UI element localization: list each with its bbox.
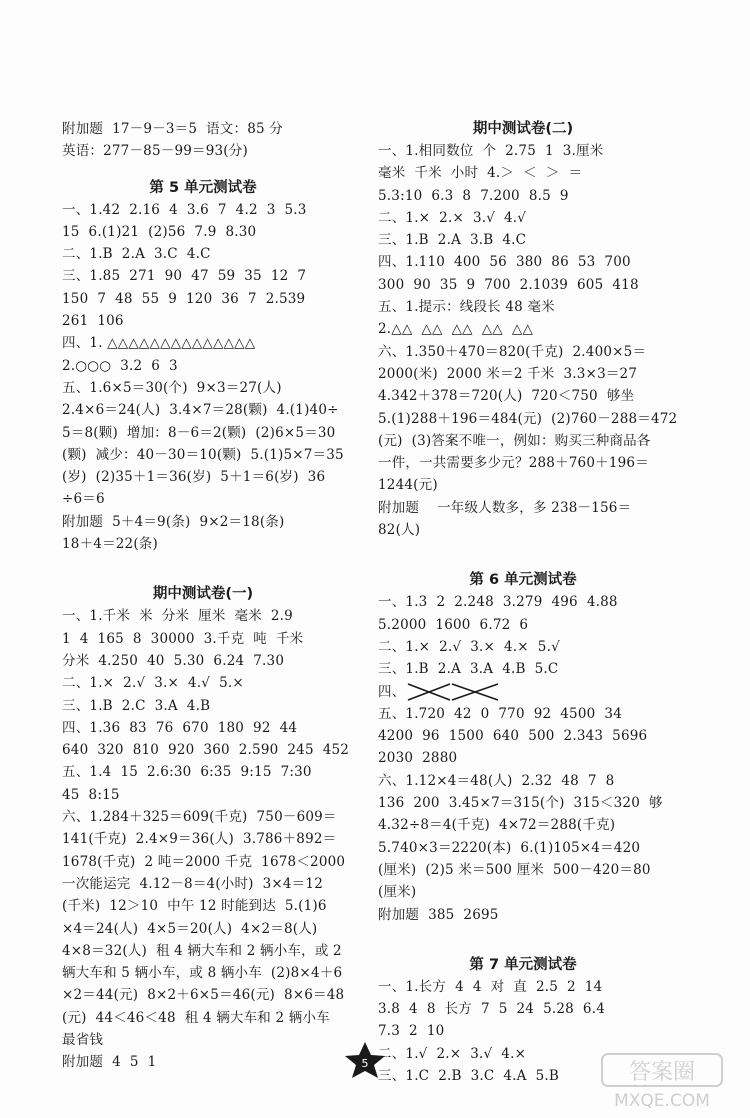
- answer-line: 六、1.284＋325＝609(千克) 750－609＝: [62, 809, 337, 826]
- section-heading: 第 5 单元测试卷: [149, 179, 257, 196]
- answer-line: (元) (3)答案不唯一，例如：购买三种商品各: [378, 432, 651, 449]
- answer-line: 5.3:10 6.3 8 7.200 8.5 9: [378, 187, 569, 204]
- answer-line: 五、1.6×5＝30(个) 9×3＝27(人): [62, 379, 282, 396]
- answer-line: 2.4×6＝24(人) 3.4×7＝28(颗) 4.(1)40÷: [62, 402, 339, 419]
- answer-line: 150 7 48 55 9 120 36 7 2.539: [62, 290, 306, 307]
- answer-line: 二、1.× 2.√ 3.× 4.× 5.√: [378, 638, 560, 655]
- answer-line: 261 106: [62, 313, 124, 330]
- answer-line: 五、1.720 42 0 770 92 4500 34: [378, 705, 622, 722]
- answer-line: 5.(1)288＋196＝484(元) (2)760－288＝472: [378, 410, 678, 427]
- answer-line: 2.○○○ 3.2 6 3: [62, 357, 178, 374]
- answer-line: 三、1.B 2.C 3.A 4.B: [62, 697, 211, 714]
- answer-line: 附加题 17－9－3＝5 语文：85 分: [62, 121, 283, 137]
- answer-line: 一、1.长方 4 4 对 直 2.5 2 14: [378, 978, 603, 995]
- answer-line: 附加题 4 5 1: [62, 1054, 157, 1071]
- answer-line: 2.△△ △△ △△ △△ △△: [378, 321, 534, 338]
- answer-line: ×2＝44(元) 8×2＋6×5＝46(元) 8×6＝48: [62, 987, 345, 1004]
- section-heading: 期中测试卷(二): [472, 121, 574, 137]
- answer-line: 附加题 385 2695: [378, 906, 499, 923]
- answer-line: 附加题 一年级人数多，多 238－156＝: [378, 499, 632, 516]
- answer-line: 一、1.42 2.16 4 3.6 7 4.2 3 5.3: [62, 201, 307, 218]
- answer-line: 一次能运完 4.12－8＝4(小时) 3×4＝12: [62, 875, 324, 892]
- answer-line: 15 6.(1)21 (2)56 7.9 8.30: [62, 223, 257, 240]
- answer-line: 141(千克) 2.4×9＝36(人) 3.786＋892＝: [62, 831, 337, 848]
- matching-lines: [406, 681, 506, 703]
- right-column: [378, 118, 678, 1087]
- star-icon: [340, 1040, 390, 1080]
- answer-line: 7.3 2 10: [378, 1023, 445, 1040]
- answer-line: 300 90 35 9 700 2.1039 605 418: [378, 276, 639, 293]
- answer-line: 毫米 千米 小时 4.＞ ＜ ＞ ＝: [378, 165, 583, 182]
- answer-line: 18＋4＝22(条): [62, 536, 158, 553]
- answer-line: 640 320 810 920 360 2.590 245 452: [62, 742, 350, 759]
- answer-line: 1678(千克) 2 吨＝2000 千克 1678＜2000: [62, 853, 346, 870]
- svg-text:答案圈: 答案圈: [628, 1060, 696, 1085]
- answer-line: 四、1. △△△△△△△△△△△△△△: [62, 335, 256, 352]
- answer-line: 5.740×3＝2220(本) 6.(1)105×4＝420: [378, 839, 641, 856]
- answer-line: ÷6＝6: [62, 491, 105, 508]
- answer-line: 六、1.12×4＝48(人) 2.32 48 7 8: [378, 772, 615, 789]
- answer-line: (颗) 减少：40－30＝10(颗) 5.(1)5×7＝35: [62, 446, 344, 463]
- answer-line: 一、1.3 2 2.248 3.279 496 4.88: [378, 594, 618, 611]
- answer-line: 二、1.× 2.× 3.√ 4.√: [378, 209, 527, 226]
- answer-line: 辆大车和 5 辆小车，或 8 辆小车 (2)8×4＋6: [62, 965, 343, 982]
- answer-line: 1244(元): [378, 477, 438, 494]
- answer-line: 三、1.C 2.B 3.C 4.A 5.B: [378, 1067, 559, 1084]
- answer-line: 136 200 3.45×7＝315(个) 315＜320 够: [378, 795, 663, 812]
- answer-line: 4200 96 1500 640 500 2.343 5696: [378, 728, 648, 745]
- answer-line: 4.342＋378＝720(人) 720＜750 够坐: [378, 388, 635, 405]
- page-number: 5: [361, 1057, 369, 1070]
- answer-line: 二、1.× 2.√ 3.× 4.√ 5.×: [62, 675, 244, 692]
- section-heading: 期中测试卷(一): [152, 586, 254, 603]
- left-column: [62, 118, 350, 1074]
- answer-line: 一、1.相同数位 个 2.75 1 3.厘米: [378, 143, 604, 159]
- watermark: [592, 1050, 742, 1112]
- svg-text:MXQE.COM: MXQE.COM: [614, 1091, 710, 1111]
- answer-line: 最省钱: [62, 1031, 104, 1048]
- answer-line: 二、1.B 2.A 3.C 4.C: [62, 246, 211, 263]
- answer-line: 分米 4.250 40 5.30 6.24 7.30: [62, 652, 285, 669]
- answer-line: 5＝8(颗) 增加：8－6＝2(颗) (2)6×5＝30: [62, 424, 336, 441]
- answer-line: (岁) (2)35＋1＝36(岁) 5＋1＝6(岁) 36: [62, 469, 326, 486]
- answer-line: 1 4 165 8 30000 3.千克 吨 千米: [62, 630, 304, 647]
- answer-line: 一、1.千米 米 分米 厘米 毫米 2.9: [62, 608, 293, 625]
- watermark-logo: [592, 1050, 742, 1112]
- answer-line: 五、1.4 15 2.6:30 6:35 9:15 7:30: [62, 764, 312, 781]
- answer-line: 三、1.B 2.A 3.B 4.C: [378, 232, 527, 249]
- spacer: [378, 926, 668, 954]
- answer-line: 五、1.提示：线段长 48 毫米: [378, 299, 555, 316]
- answer-line: 四、1.110 400 56 380 86 53 700: [378, 254, 631, 271]
- page-number-star: [340, 1040, 390, 1080]
- answer-line: 四、1.36 83 76 670 180 92 44: [62, 719, 298, 736]
- spacer: [62, 555, 344, 583]
- answer-line: (元) 44＜46＜48 租 4 辆大车和 2 辆小车: [62, 1009, 330, 1026]
- answer-line: 4×8＝32(人) 租 4 辆大车和 2 辆小车，或 2: [62, 942, 342, 959]
- answer-line: 82(人): [378, 522, 421, 539]
- answer-line: (厘米) (2)5 米＝500 厘米 500－420＝80: [378, 861, 651, 878]
- answer-line: 3.8 4 8 长方 7 5 24 5.28 6.4: [378, 1001, 605, 1018]
- answer-line: (千米) 12＞10 中午 12 时能到达 5.(1)6: [62, 898, 327, 915]
- answer-line: 四、: [378, 681, 668, 703]
- answer-line: 一件，一共需要多少元？288＋760＋196＝: [378, 455, 649, 472]
- answer-line: ×4＝24(人) 4×5＝20(人) 4×2＝8(人): [62, 920, 318, 937]
- answer-line: 2030 2880: [378, 750, 458, 767]
- section-heading: 第 6 单元测试卷: [469, 572, 577, 589]
- answer-line: 英语：277－85－99＝93(分): [62, 143, 248, 160]
- spacer: [62, 163, 344, 177]
- answer-line: 5.2000 1600 6.72 6: [378, 616, 529, 633]
- answer-line: 三、1.85 271 90 47 59 35 12 7: [62, 268, 307, 285]
- answer-line: 二、1.√ 2.× 3.√ 4.×: [378, 1045, 527, 1062]
- answer-line: 2000(米) 2000 米＝2 千米 3.3×3＝27: [378, 365, 638, 382]
- answer-line: 4.32÷8＝4(千克) 4×72＝288(千克): [378, 817, 616, 834]
- answer-line: 三、1.B 2.A 3.A 4.B 5.C: [378, 661, 559, 678]
- answer-line: 六、1.350＋470＝820(千克) 2.400×5＝: [378, 343, 647, 360]
- answer-line: 附加题 5＋4＝9(条) 9×2＝18(条): [62, 513, 285, 530]
- answer-line: 45 8:15: [62, 786, 120, 803]
- spacer: [378, 541, 668, 569]
- answer-line: (厘米): [378, 884, 417, 901]
- section-heading: 第 7 单元测试卷: [469, 956, 577, 973]
